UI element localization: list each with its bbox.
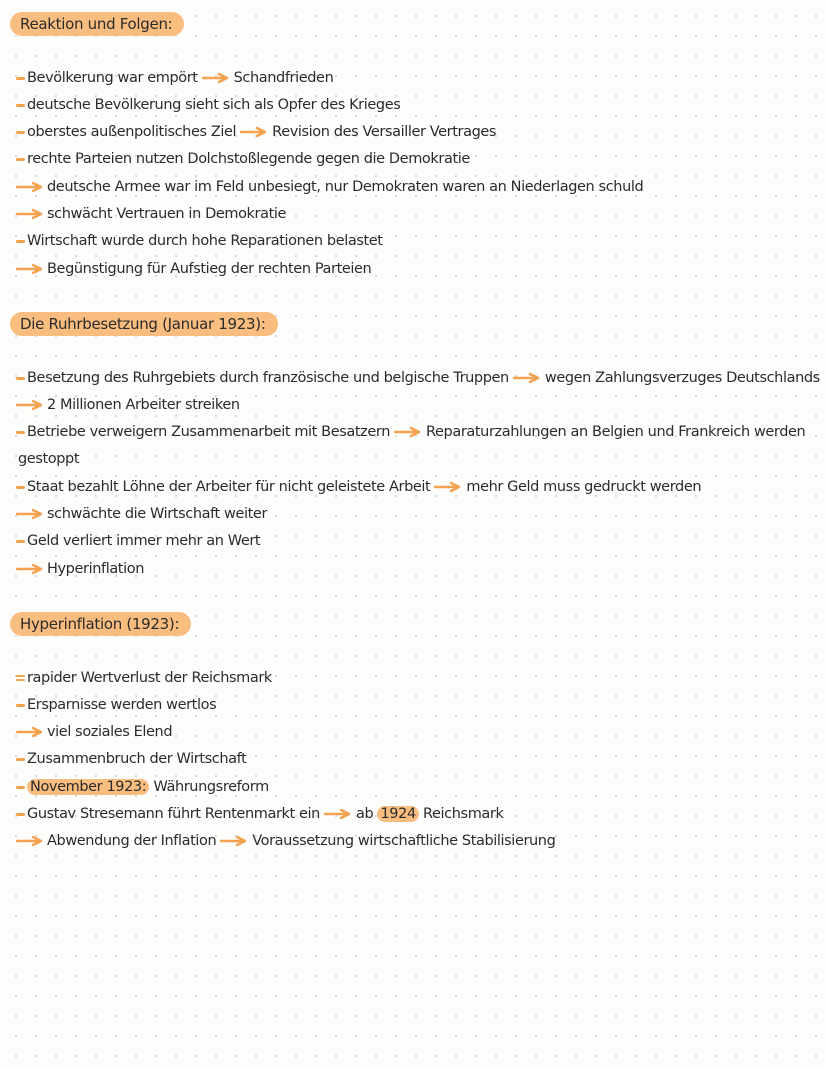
list-item: Besetzung des Ruhrgebiets durch französische und belgische Truppen wegen Zahlungsverzuges Deutschlands (16, 367, 820, 389)
arrow-icon (16, 263, 44, 275)
list-item: Ersparnisse werden wertlos (16, 694, 216, 716)
heading-hyperinflation: Hyperinflation (1923): (10, 612, 191, 636)
list-item: November 1923: Währungsreform (16, 776, 269, 798)
list-item: Betriebe verweigern Zusammenarbeit mit Besatzern Reparaturzahlungen an Belgien und Frankreich werden (16, 421, 805, 443)
list-item: 2 Millionen Arbeiter streiken (16, 394, 240, 416)
equals-bullet (16, 673, 25, 683)
heading-ruhrbesetzung: Die Ruhrbesetzung (Januar 1923): (10, 312, 278, 336)
list-item: Abwendung der Inflation Voraussetzung wirtschaftliche Stabilisierung (16, 830, 555, 852)
list-item: oberstes außenpolitisches Ziel Revision des Versailler Vertrages (16, 121, 496, 143)
list-item: Hyperinflation (16, 558, 144, 580)
dash-bullet (16, 158, 25, 161)
heading-reaktion: Reaktion und Folgen: (10, 12, 184, 36)
dash-bullet (16, 758, 25, 761)
arrow-icon (434, 481, 462, 493)
dash-bullet (16, 486, 25, 489)
list-item: rapider Wertverlust der Reichsmark (16, 667, 272, 689)
list-item: rechte Parteien nutzen Dolchstoßlegende gegen die Demokratie (16, 148, 470, 170)
dash-bullet (16, 131, 25, 134)
list-item: Staat bezahlt Löhne der Arbeiter für nicht geleistete Arbeit mehr Geld muss gedruckt werden (16, 476, 701, 498)
arrow-icon (16, 835, 44, 847)
list-item: schwächte die Wirtschaft weiter (16, 503, 267, 525)
arrow-icon (16, 726, 44, 738)
list-item: Begünstigung für Aufstieg der rechten Parteien (16, 258, 371, 280)
arrow-icon (202, 72, 230, 84)
arrow-icon (16, 508, 44, 520)
dash-bullet (16, 540, 25, 543)
list-item: deutsche Armee war im Feld unbesiegt, nur Demokraten waren an Niederlagen schuld (16, 176, 643, 198)
arrow-icon (513, 372, 541, 384)
list-item: Zusammenbruch der Wirtschaft (16, 748, 246, 770)
list-item: viel soziales Elend (16, 721, 172, 743)
list-item: Gustav Stresemann führt Rentenmarkt ein ab 1924 Reichsmark (16, 803, 503, 825)
arrow-icon (240, 126, 268, 138)
dash-bullet (16, 377, 25, 380)
arrow-icon (16, 399, 44, 411)
dash-bullet (16, 431, 25, 434)
list-item: Wirtschaft wurde durch hohe Reparationen belastet (16, 230, 383, 252)
dash-bullet (16, 786, 25, 789)
arrow-icon (16, 563, 44, 575)
list-item: Geld verliert immer mehr an Wert (16, 530, 260, 552)
dash-bullet (16, 240, 25, 243)
dash-bullet (16, 77, 25, 80)
arrow-icon (324, 808, 352, 820)
arrow-icon (394, 426, 422, 438)
list-item-continuation: gestoppt (18, 451, 80, 467)
arrow-icon (16, 208, 44, 220)
list-item: deutsche Bevölkerung sieht sich als Opfer des Krieges (16, 94, 400, 116)
dash-bullet (16, 813, 25, 816)
dash-bullet (16, 704, 25, 707)
list-item: Bevölkerung war empört Schandfrieden (16, 67, 333, 89)
arrow-icon (16, 181, 44, 193)
arrow-icon (220, 835, 248, 847)
dash-bullet (16, 104, 25, 107)
list-item: schwächt Vertrauen in Demokratie (16, 203, 286, 225)
highlighted-date: November 1923: (27, 779, 149, 795)
highlighted-year: 1924 (377, 806, 418, 822)
